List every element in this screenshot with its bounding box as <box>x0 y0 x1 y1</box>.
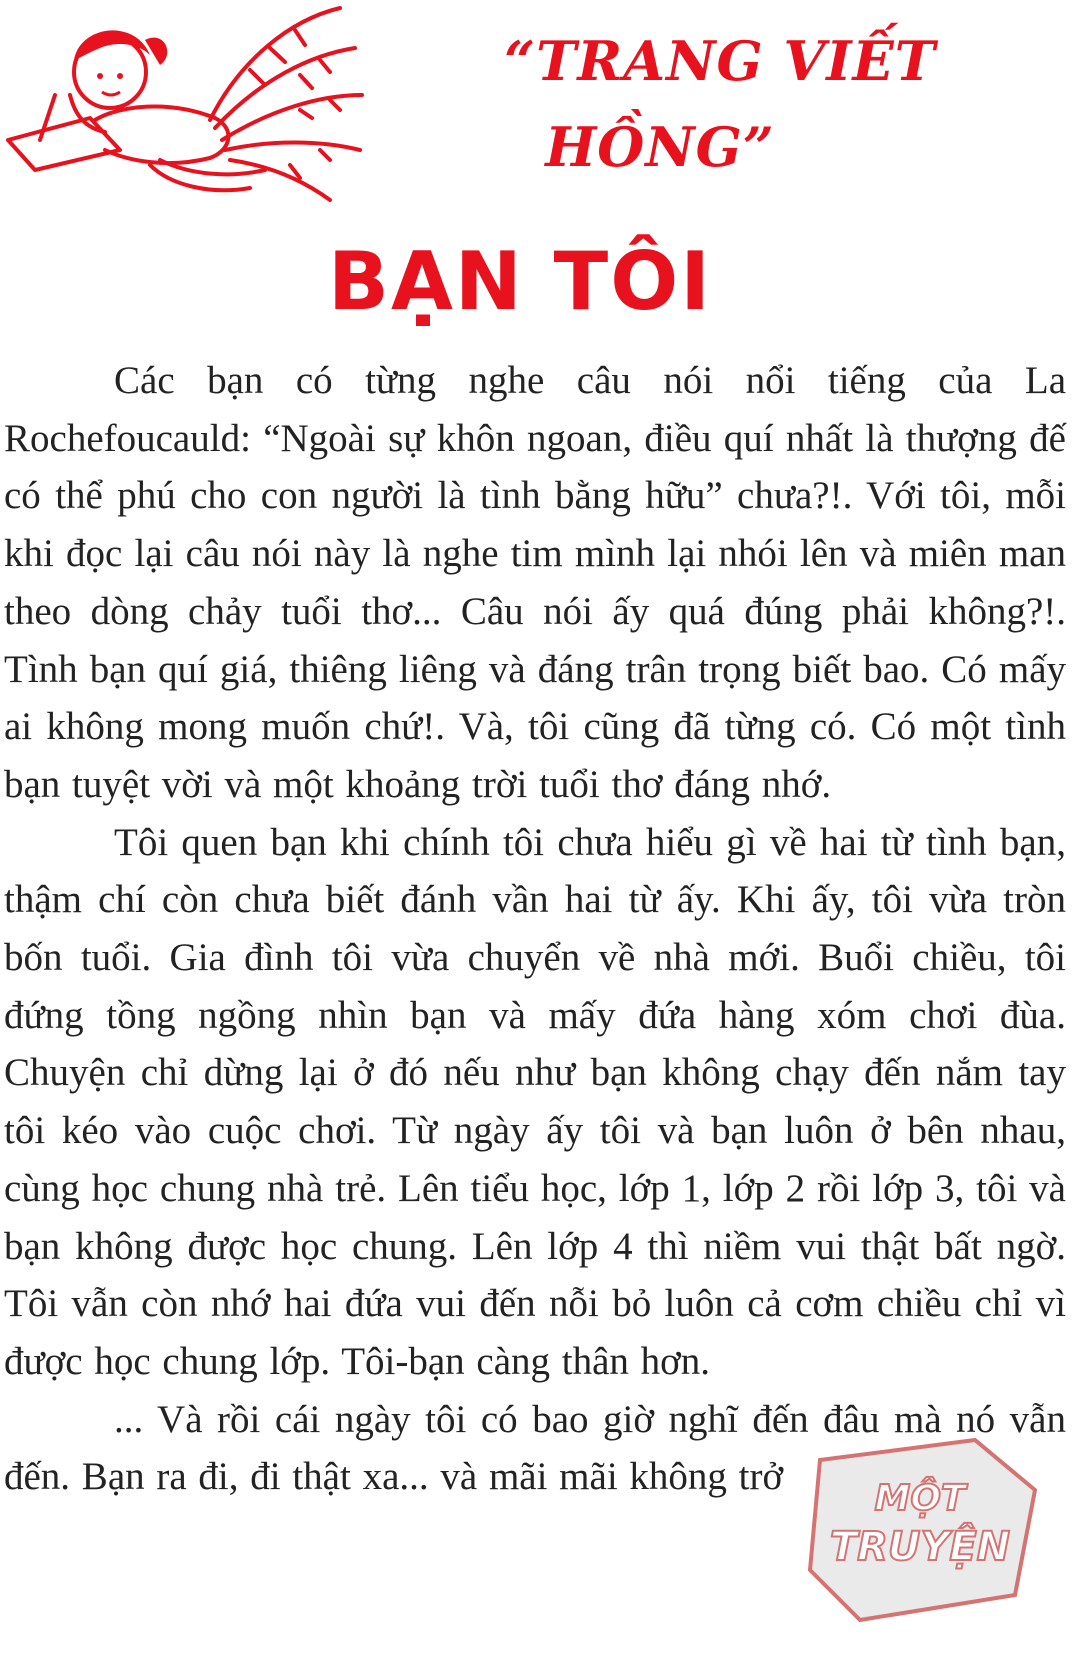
paragraph: Các bạn có từng nghe câu nói nổi tiếng của La Rochefoucauld: “Ngoài sự khôn ngoan, điều quí nhất là thượng đế có thể phú cho con người là tình bằng hữu” chưa?!. Với tôi, mỗi khi đọc lại câu nói này là nghe tim mình lại nhói lên và miên man theo dòng chảy tuổi thơ... Câu nói ấy quá đúng phải không?!. Tình bạn quí giá, thiêng liêng và đáng trân trọng biết bao. Có mấy ai không mong muốn chứ!. Và, tôi cũng đã từng có. Có một tình bạn tuyệt vời và một khoảng trời tuổi thơ đáng nhớ. <box>4 359 1066 806</box>
article-title: BẠN TÔI <box>327 235 713 328</box>
watermark-line-1: MỘT <box>874 1478 966 1519</box>
article-body <box>4 352 1066 1506</box>
paragraph: Tôi quen bạn khi chính tôi chưa hiểu gì về hai từ tình bạn, thậm chí còn chưa biết đánh vần hai từ ấy. Khi ấy, tôi vừa tròn bốn tuổi. Gia đình tôi vừa chuyển về nhà mới. Buổi chiều, tôi đứng tồng ngồng nhìn bạn và mấy đứa hàng xóm chơi đùa. Chuyện chỉ dừng lại ở đó nếu như bạn không chạy đến nắm tay tôi kéo vào cuộc chơi. Từ ngày ấy tôi và bạn luôn ở bên nhau, cùng học chung nhà trẻ. Lên tiểu học, lớp 1, lớp 2 rồi lớp 3, tôi và bạn không được học chung. Lên lớp 4 thì niềm vui thật bất ngờ. Tôi vẫn còn nhớ hai đứa vui đến nỗi bỏ luôn cả cơm chiều chỉ vì được học chung lớp. Tôi-bạn càng thân hơn. <box>4 820 1066 1383</box>
section-title-line-2: HỒNG” <box>545 115 775 179</box>
section-title <box>420 18 1020 190</box>
watermark-logo <box>800 1420 1050 1640</box>
paragraph: ... Và rồi cái ngày tôi có bao giờ nghĩ đến đâu mà nó vẫn đến. Bạn ra đi, đi thật xa... và mãi mãi không trở <box>4 1397 1066 1499</box>
watermark-line-2: TRUYỆN <box>829 1524 1011 1570</box>
section-title-line-1: “TRANG VIẾT <box>504 29 936 93</box>
page-header <box>0 0 1072 225</box>
